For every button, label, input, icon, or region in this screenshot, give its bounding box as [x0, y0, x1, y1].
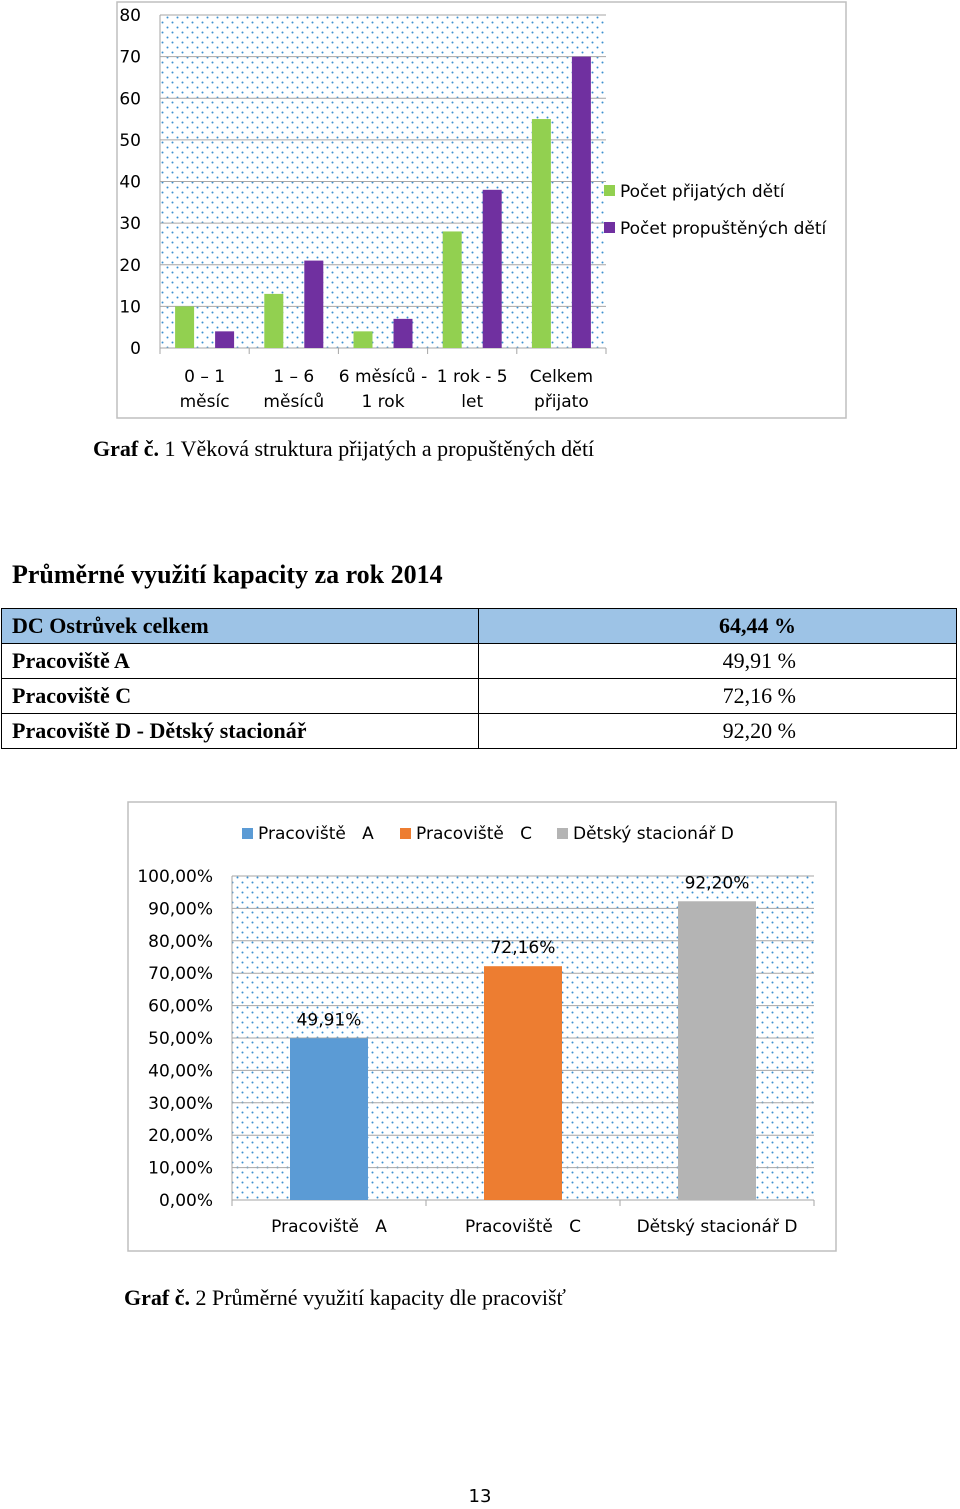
x-tick-label: Dětský stacionář D [636, 1217, 798, 1237]
y-tick-label: 0,00% [158, 1191, 213, 1211]
y-tick-label: 80,00% [148, 931, 213, 952]
data-label: 72,16% [490, 938, 556, 959]
legend-swatch [604, 222, 615, 233]
x-tick-label: 1 – 6 [273, 367, 315, 387]
row-label: Pracoviště D - Dětský stacionář [2, 714, 479, 749]
legend-swatch [400, 828, 411, 839]
data-label: 49,91% [296, 1010, 362, 1031]
row-label: DC Ostrůvek celkem [2, 609, 479, 644]
y-tick-label: 70,00% [148, 964, 213, 985]
legend-swatch [604, 185, 615, 196]
data-label: 92,20% [684, 873, 750, 894]
bar-propustenych [572, 57, 591, 348]
x-tick-label: Celkem [529, 367, 594, 387]
y-tick-label: 30,00% [148, 1093, 213, 1114]
y-tick-label: 40,00% [148, 1061, 213, 1082]
bar-prijatych [264, 294, 283, 348]
x-tick-label: 0 – 1 [184, 367, 226, 387]
bar-propustenych [215, 331, 234, 348]
x-tick-label: měsíc [179, 392, 230, 412]
y-tick-label: 10 [119, 297, 141, 318]
row-label: Pracoviště C [2, 679, 479, 714]
chart1-caption [93, 436, 594, 462]
bar-prijatych [532, 119, 551, 348]
row-value: 49,91 % [479, 644, 957, 679]
capacity-title: Průměrné využití kapacity za rok 2014 [12, 560, 443, 589]
y-tick-label: 100,00% [137, 867, 213, 887]
y-tick-label: 10,00% [148, 1158, 213, 1179]
y-tick-label: 60,00% [148, 996, 213, 1017]
chart2-caption-text: 2 Průměrné využití kapacity dle pracovišť [189, 1285, 566, 1310]
y-tick-label: 0 [130, 339, 141, 359]
chart2-caption-prefix: Graf č. [124, 1285, 190, 1310]
legend-label: Pracoviště C [416, 824, 532, 844]
legend-swatch [242, 828, 253, 839]
bar-capacity [484, 966, 562, 1200]
bar-prijatych [443, 231, 462, 348]
x-tick-label: Pracoviště C [465, 1217, 581, 1237]
bar-propustenych [394, 319, 413, 348]
page-number: 13 [468, 1486, 492, 1507]
y-tick-label: 90,00% [148, 899, 213, 920]
bar-capacity [290, 1038, 368, 1200]
legend-label: Počet přijatých dětí [620, 182, 785, 202]
bar-prijatych [354, 331, 373, 348]
row-value: 92,20 % [479, 714, 957, 749]
capacity-chart [0, 790, 960, 1260]
table-row [2, 679, 957, 714]
chart1-caption-text: 1 Věková struktura přijatých a propuštěných dětí [158, 436, 595, 461]
y-tick-label: 50 [119, 130, 141, 151]
y-tick-label: 70 [119, 47, 141, 68]
x-tick-label: přijato [534, 392, 589, 412]
row-value: 64,44 % [479, 609, 957, 644]
y-tick-label: 40 [119, 172, 141, 193]
bar-prijatych [175, 306, 194, 348]
x-tick-label: let [461, 392, 484, 412]
y-tick-label: 20 [119, 255, 141, 276]
legend-label: Pracoviště A [258, 824, 374, 844]
x-tick-label: 1 rok [361, 392, 405, 412]
bar-capacity [678, 901, 756, 1200]
row-label: Pracoviště A [2, 644, 479, 679]
capacity-table [1, 608, 957, 749]
table-row [2, 644, 957, 679]
row-value: 72,16 % [479, 679, 957, 714]
y-tick-label: 60 [119, 89, 141, 110]
chart2-caption [124, 1285, 566, 1311]
y-tick-label: 20,00% [148, 1126, 213, 1147]
x-tick-label: Pracoviště A [271, 1217, 387, 1237]
x-tick-label: 6 měsíců - [338, 367, 428, 387]
table-row [2, 714, 957, 749]
y-tick-label: 80 [119, 6, 141, 26]
y-tick-label: 30 [119, 214, 141, 235]
y-tick-label: 50,00% [148, 1029, 213, 1049]
legend-swatch [557, 828, 568, 839]
x-tick-label: měsíců [263, 392, 325, 412]
legend-label: Dětský stacionář D [573, 824, 734, 844]
legend-label: Počet propuštěných dětí [620, 219, 827, 239]
table-row [2, 609, 957, 644]
chart1-caption-prefix: Graf č. [93, 436, 159, 461]
age-structure-chart [0, 0, 960, 430]
bar-propustenych [483, 190, 502, 348]
x-tick-label: 1 rok - 5 [436, 367, 508, 387]
bar-propustenych [304, 261, 323, 348]
